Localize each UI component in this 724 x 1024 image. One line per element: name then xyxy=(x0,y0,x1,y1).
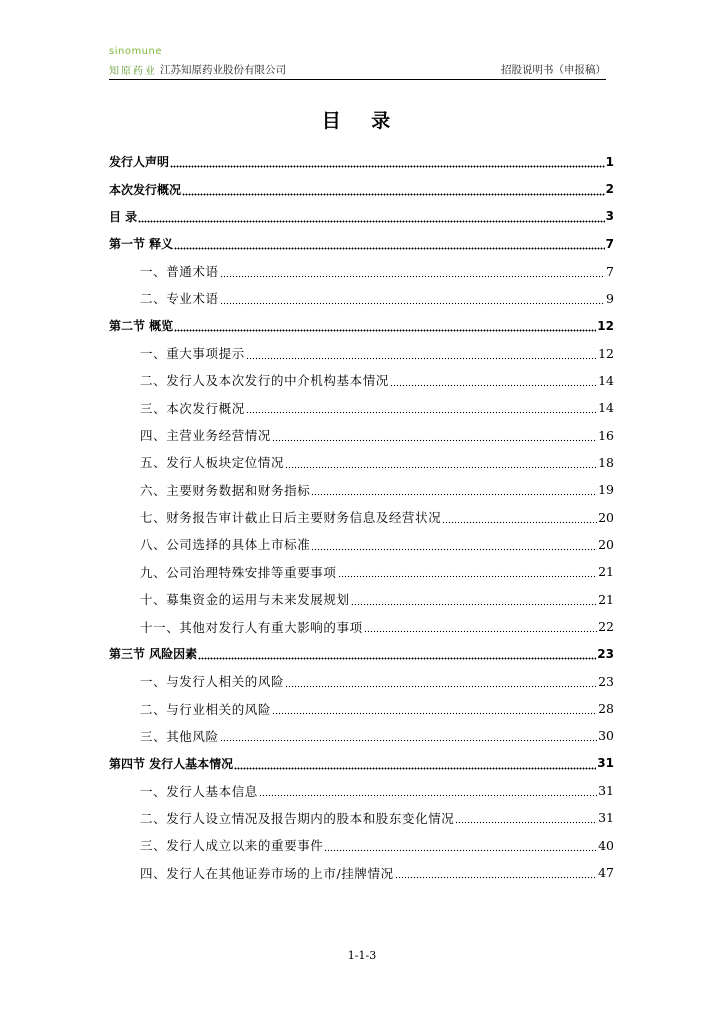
toc-subsection-entry[interactable] xyxy=(109,722,614,749)
toc-entry-page: 2 xyxy=(605,182,614,197)
toc-entry-page: 19 xyxy=(598,482,614,498)
dot-leader xyxy=(324,839,597,852)
toc-entry-page: 31 xyxy=(597,756,614,771)
toc-subsection-entry[interactable] xyxy=(109,367,614,394)
toc-entry-page: 20 xyxy=(598,509,614,525)
toc-entry-page: 16 xyxy=(598,427,614,443)
toc-section-entry[interactable] xyxy=(109,640,614,667)
table-of-contents xyxy=(109,148,614,886)
toc-entry-page: 12 xyxy=(598,345,614,361)
toc-entry-page: 9 xyxy=(606,290,614,306)
toc-entry-label: 四、发行人在其他证券市场的上市/挂牌情况 xyxy=(140,865,394,881)
page-header xyxy=(109,46,606,80)
toc-subsection-entry[interactable] xyxy=(109,476,614,503)
dot-leader xyxy=(246,347,597,360)
dot-leader xyxy=(455,811,597,824)
document-title: 招股说明书（申报稿） xyxy=(501,64,606,76)
dot-leader xyxy=(246,401,597,414)
toc-subsection-entry[interactable] xyxy=(109,394,614,421)
toc-section-entry[interactable] xyxy=(109,312,614,339)
dot-leader xyxy=(272,702,597,715)
toc-entry-label: 一、发行人基本信息 xyxy=(140,783,258,799)
dot-leader xyxy=(272,429,597,442)
toc-entry-page: 23 xyxy=(598,673,614,689)
dot-leader xyxy=(220,265,605,278)
toc-entry-label: 一、重大事项提示 xyxy=(140,346,245,362)
toc-entry-page: 40 xyxy=(598,837,614,853)
toc-entry-label: 九、公司治理特殊安排等重要事项 xyxy=(140,564,337,580)
dot-leader xyxy=(351,593,597,606)
company-logo: sinomune xyxy=(109,46,163,57)
dot-leader xyxy=(259,784,597,797)
dot-leader xyxy=(198,647,596,660)
toc-subsection-entry[interactable] xyxy=(109,558,614,585)
toc-entry-page: 7 xyxy=(606,263,614,279)
toc-subsection-entry[interactable] xyxy=(109,421,614,448)
toc-subsection-entry[interactable] xyxy=(109,668,614,695)
dot-leader xyxy=(395,866,597,879)
toc-entry-page: 23 xyxy=(597,646,614,661)
dot-leader xyxy=(442,511,597,524)
toc-entry-label: 二、发行人及本次发行的中介机构基本情况 xyxy=(140,373,389,389)
toc-entry-label: 二、发行人设立情况及报告期内的股本和股东变化情况 xyxy=(140,810,455,826)
toc-entry-page: 7 xyxy=(605,236,614,251)
toc-entry-label: 第三节 风险因素 xyxy=(109,647,198,662)
toc-section-entry[interactable] xyxy=(109,175,614,202)
toc-entry-page: 47 xyxy=(598,865,614,881)
toc-entry-page: 31 xyxy=(598,810,614,826)
toc-entry-label: 四、主营业务经营情况 xyxy=(140,428,272,444)
dot-leader xyxy=(234,757,596,770)
toc-subsection-entry[interactable] xyxy=(109,804,614,831)
dot-leader xyxy=(338,565,598,578)
toc-entry-label: 六、主要财务数据和财务指标 xyxy=(140,482,311,498)
toc-entry-page: 21 xyxy=(598,564,614,580)
toc-subsection-entry[interactable] xyxy=(109,531,614,558)
toc-entry-label: 十一、其他对发行人有重大影响的事项 xyxy=(140,619,363,635)
company-logo-cn: 知原药业 xyxy=(109,66,157,77)
toc-subsection-entry[interactable] xyxy=(109,449,614,476)
toc-entry-page: 21 xyxy=(598,591,614,607)
toc-entry-label: 三、发行人成立以来的重要事件 xyxy=(140,838,324,854)
toc-entry-label: 五、发行人板块定位情况 xyxy=(140,455,285,471)
toc-entry-page: 28 xyxy=(598,701,614,717)
toc-subsection-entry[interactable] xyxy=(109,832,614,859)
toc-entry-label: 第四节 发行人基本情况 xyxy=(109,756,234,771)
dot-leader xyxy=(170,155,605,168)
toc-subsection-entry[interactable] xyxy=(109,503,614,530)
toc-subsection-entry[interactable] xyxy=(109,586,614,613)
dot-leader xyxy=(364,620,597,633)
toc-entry-label: 三、本次发行概况 xyxy=(140,400,245,416)
toc-section-entry[interactable] xyxy=(109,230,614,257)
dot-leader xyxy=(311,538,597,551)
toc-entry-label: 第一节 释义 xyxy=(109,237,174,252)
dot-leader xyxy=(285,456,597,469)
toc-entry-page: 18 xyxy=(598,454,614,470)
toc-entry-label: 一、普通术语 xyxy=(140,264,219,280)
dot-leader xyxy=(138,210,604,223)
toc-entry-page: 31 xyxy=(598,783,614,799)
toc-entry-page: 20 xyxy=(598,536,614,552)
toc-entry-label: 三、其他风险 xyxy=(140,728,219,744)
dot-leader xyxy=(182,183,605,196)
dot-leader xyxy=(390,374,597,387)
toc-subsection-entry[interactable] xyxy=(109,859,614,886)
dot-leader xyxy=(220,729,597,742)
dot-leader xyxy=(311,483,597,496)
toc-entry-page: 14 xyxy=(598,400,614,416)
toc-entry-label: 十、募集资金的运用与未来发展规划 xyxy=(140,592,350,608)
toc-entry-label: 发行人声明 xyxy=(109,155,170,170)
toc-section-entry[interactable] xyxy=(109,750,614,777)
company-name: 江苏知原药业股份有限公司 xyxy=(160,64,286,76)
toc-entry-label: 本次发行概况 xyxy=(109,182,182,197)
toc-entry-label: 一、与发行人相关的风险 xyxy=(140,674,285,690)
toc-entry-page: 22 xyxy=(598,619,614,635)
toc-entry-label: 七、财务报告审计截止日后主要财务信息及经营状况 xyxy=(140,510,442,526)
toc-entry-label: 目 录 xyxy=(109,209,138,224)
toc-subsection-entry[interactable] xyxy=(109,695,614,722)
toc-subsection-entry[interactable] xyxy=(109,613,614,640)
dot-leader xyxy=(285,675,597,688)
toc-entry-page: 14 xyxy=(598,372,614,388)
dot-leader xyxy=(174,319,596,332)
toc-entry-page: 1 xyxy=(605,154,614,169)
toc-entry-label: 八、公司选择的具体上市标准 xyxy=(140,537,311,553)
toc-subsection-entry[interactable] xyxy=(109,339,614,366)
page-number: 1-1-3 xyxy=(347,949,377,962)
toc-entry-page: 30 xyxy=(598,728,614,744)
toc-section-entry[interactable] xyxy=(109,148,614,175)
toc-entry-page: 3 xyxy=(605,209,614,224)
toc-subsection-entry[interactable] xyxy=(109,777,614,804)
dot-leader xyxy=(174,237,604,250)
header-divider xyxy=(109,79,606,80)
toc-heading: 目 录 xyxy=(321,110,403,132)
toc-entry-page: 12 xyxy=(597,318,614,333)
toc-subsection-entry[interactable] xyxy=(109,257,614,284)
toc-entry-label: 二、专业术语 xyxy=(140,291,219,307)
dot-leader xyxy=(220,292,605,305)
toc-entry-label: 第二节 概览 xyxy=(109,319,174,334)
toc-entry-label: 二、与行业相关的风险 xyxy=(140,701,272,717)
toc-section-entry[interactable] xyxy=(109,203,614,230)
toc-subsection-entry[interactable] xyxy=(109,285,614,312)
